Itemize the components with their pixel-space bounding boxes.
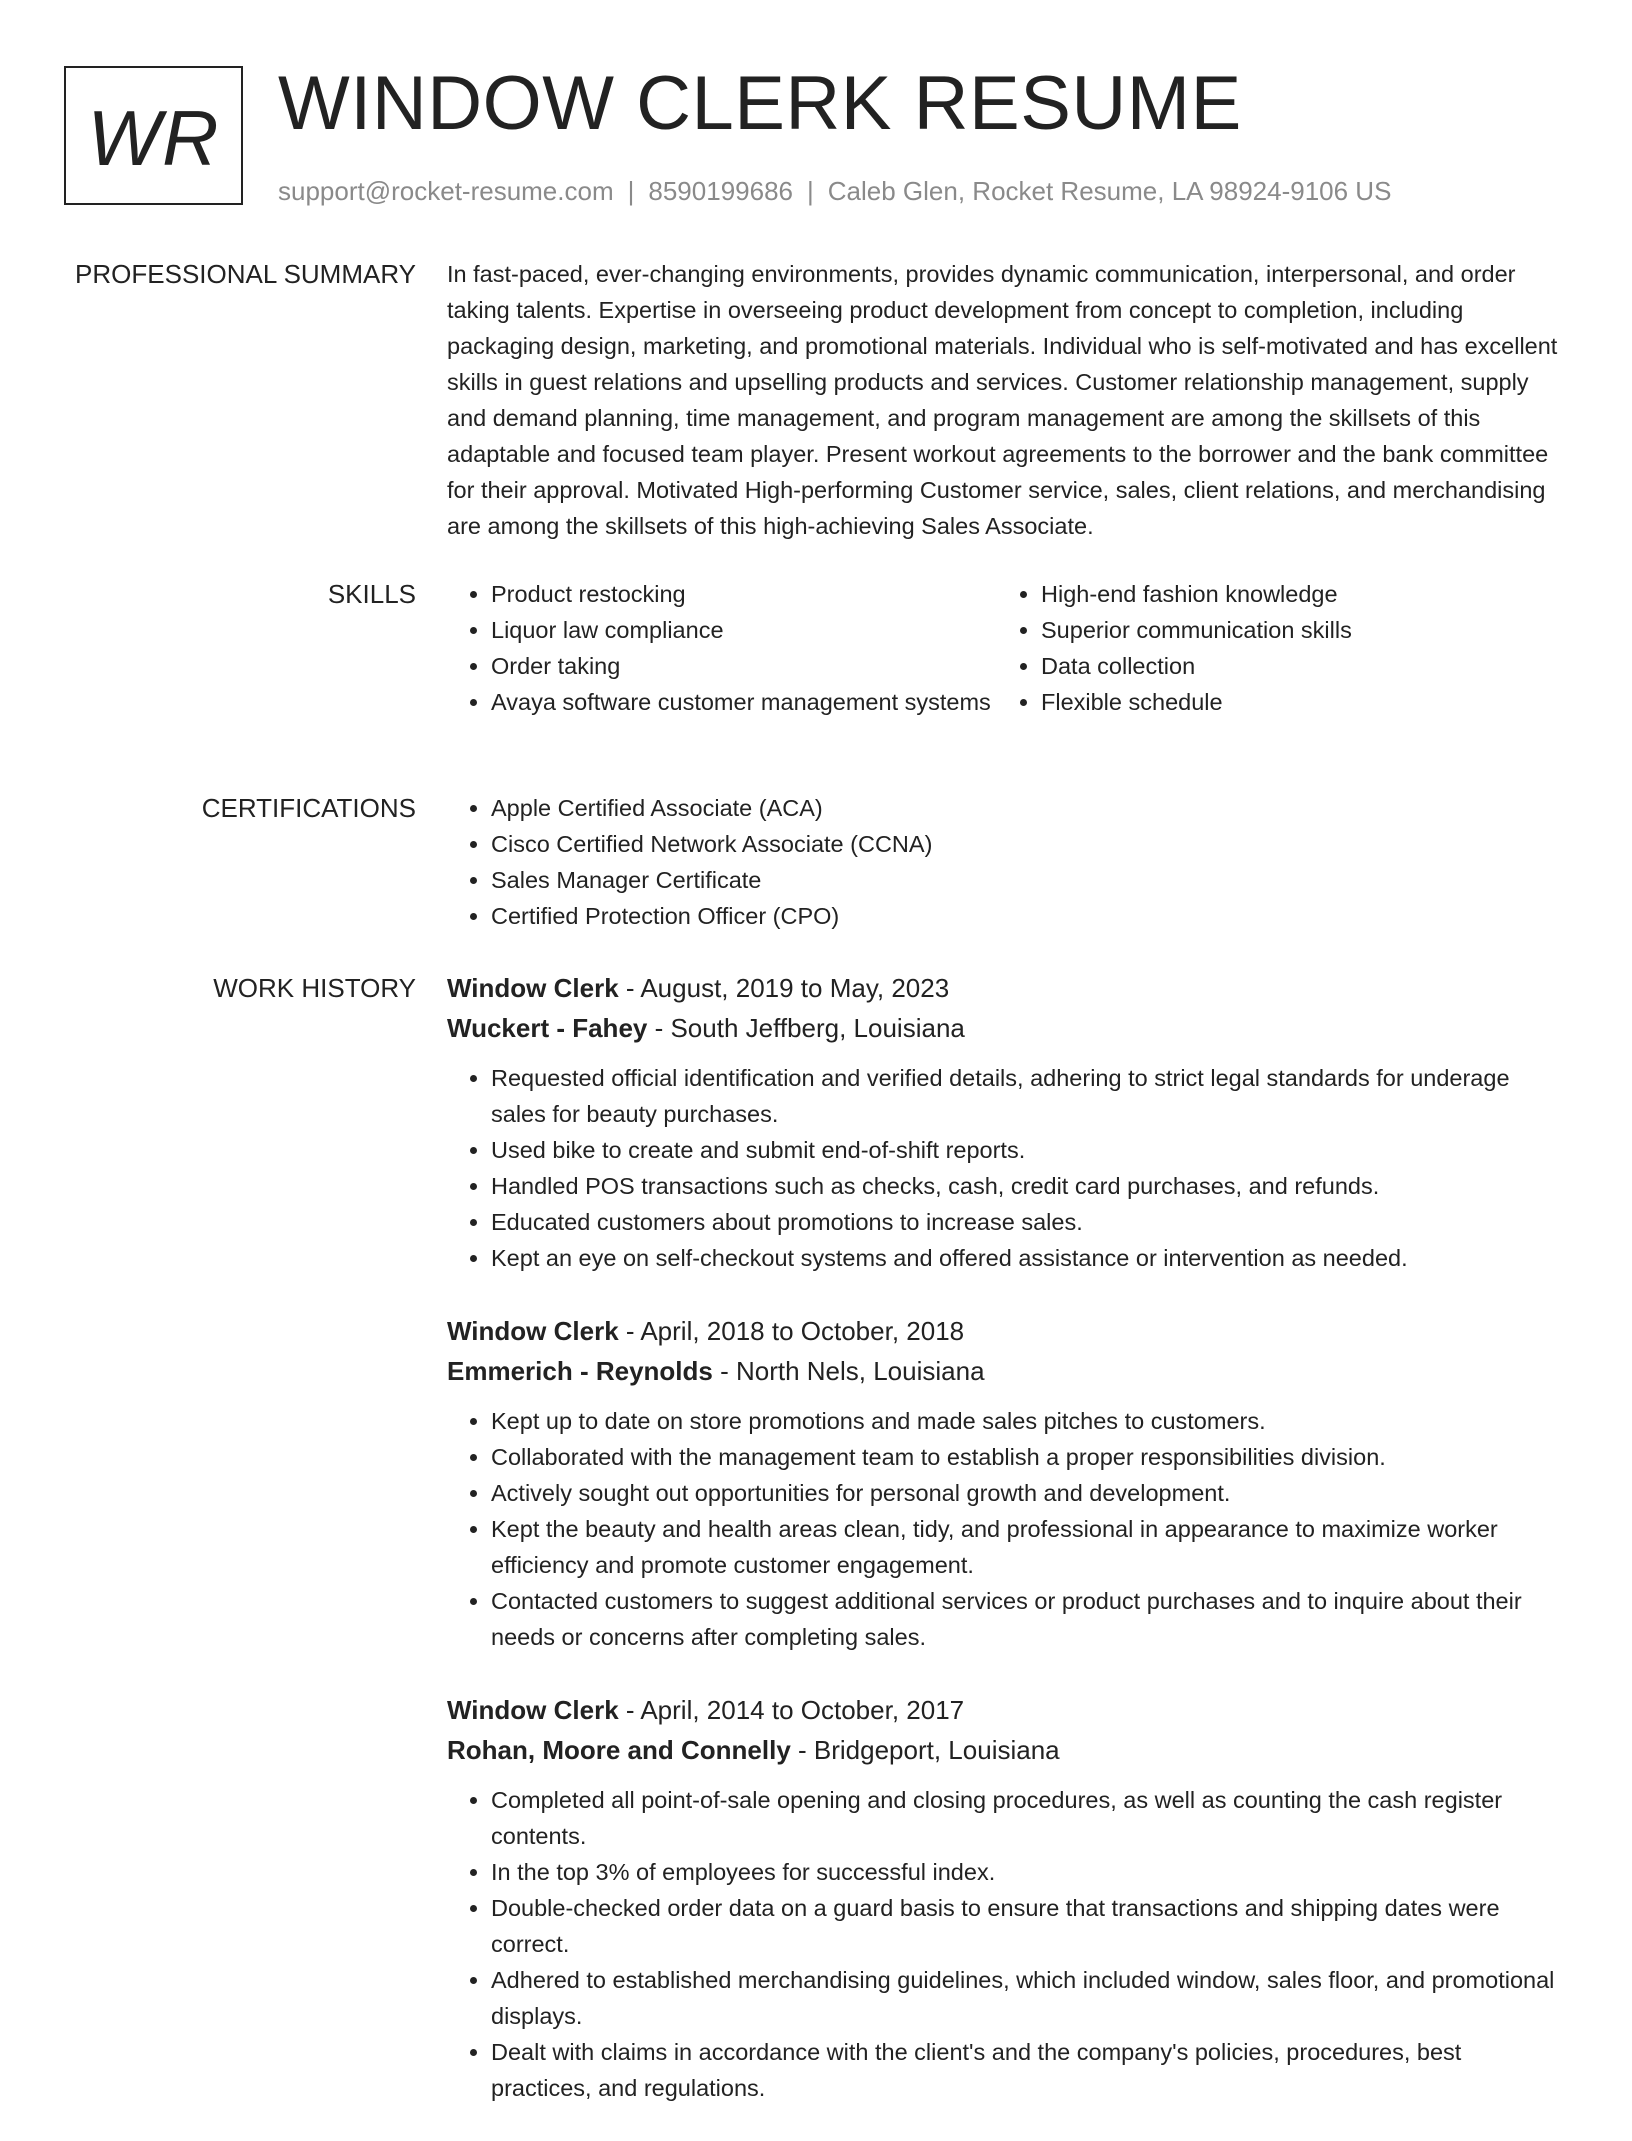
job-bullet: • Used bike to create and submit end-of-shift reports. [491,1132,1564,1168]
job-company: Rohan, Moore and Connelly [447,1735,791,1765]
job-dates: - August, 2019 to May, 2023 [618,973,950,1003]
job-bullets [447,1782,1564,2106]
job-location: - South Jeffberg, Louisiana [647,1013,965,1043]
job-entry [447,1690,1564,2106]
job-bullet: • In the top 3% of employees for successful index. [491,1854,1564,1890]
contact-separator: | [807,176,814,206]
job-bullet: • Handled POS transactions such as checks, cash, credit card purchases, and refunds. [491,1168,1564,1204]
certification-item: • Apple Certified Associate (ACA) [491,790,1564,826]
skills-list [997,576,1547,720]
job-title: Window Clerk [447,1316,619,1346]
certification-item: • Cisco Certified Network Associate (CCNA) [491,826,1564,862]
job-bullet: • Double-checked order data on a guard basis to ensure that transactions and shipping dates were correct. [491,1890,1564,1962]
skills-list [447,576,997,720]
skill-item: • Superior communication skills [1041,612,1547,648]
skills-body [447,576,1564,720]
contact-phone: 8590199686 [648,176,793,206]
certifications-heading: CERTIFICATIONS [201,793,416,823]
skill-item: • Flexible schedule [1041,684,1547,720]
skills-column-1 [447,576,997,720]
contact-line [278,176,1391,207]
job-title: Window Clerk [447,973,619,1003]
summary-heading: PROFESSIONAL SUMMARY [75,259,416,289]
summary-text: In fast-paced, ever-changing environments, provides dynamic communication, interpersonal, and order taking talents. Expertise in overseeing product development from concept to completion, including packaging design, marketing, and promotional materials. Individual who is self-motivated and has excellent skills in guest relations and upselling products and services. Customer relationship management, supply and demand planning, time management, and program management are among the skillsets of this adaptable and focused team player. Present workout agreements to the borrower and the bank committee for their approval. Motivated High-performing Customer service, sales, client relations, and merchandising are among the skillsets of this high-achieving Sales Associate. [447,261,1558,539]
resume-header [64,61,1564,216]
job-entry [447,968,1564,1276]
job-bullet: • Dealt with claims in accordance with the client's and the company's policies, procedures, best practices, and regulations. [491,2034,1564,2106]
job-company-line [447,1008,1564,1048]
skill-item: • Data collection [1041,648,1547,684]
skill-item: • Liquor law compliance [491,612,997,648]
contact-email: support@rocket-resume.com [278,176,614,206]
job-bullet: • Completed all point-of-sale opening and closing procedures, as well as counting the cash register contents. [491,1782,1564,1854]
certifications-list [447,790,1564,934]
job-bullets [447,1060,1564,1276]
job-bullet: • Requested official identification and verified details, adhering to strict legal standards for underage sales for beauty purchases. [491,1060,1564,1132]
work-history-body [447,968,1564,2141]
job-title: Window Clerk [447,1695,619,1725]
skills-columns [447,576,1564,720]
job-bullet: • Contacted customers to suggest additional services or product purchases and to inquire about their needs or concerns after completing sales. [491,1583,1564,1655]
resume-title: WINDOW CLERK RESUME [278,61,1242,146]
job-bullet: • Kept an eye on self-checkout systems and offered assistance or intervention as needed. [491,1240,1564,1276]
job-bullet: • Educated customers about promotions to increase sales. [491,1204,1564,1240]
work-history-heading: WORK HISTORY [213,973,416,1003]
job-bullets [447,1403,1564,1655]
skills-column-2 [997,576,1547,720]
contact-address: Caleb Glen, Rocket Resume, LA 98924-9106 US [827,176,1392,206]
certifications-body [447,790,1564,934]
monogram-initials: WR [87,93,220,182]
monogram-box [64,66,243,205]
job-location: - North Nels, Louisiana [712,1356,985,1386]
certification-item: • Sales Manager Certificate [491,862,1564,898]
job-dates: - April, 2014 to October, 2017 [618,1695,965,1725]
summary-body [447,256,1564,544]
skill-item: • High-end fashion knowledge [1041,576,1547,612]
job-title-line [447,968,1564,1008]
job-dates: - April, 2018 to October, 2018 [618,1316,965,1346]
job-company-line [447,1351,1564,1391]
skills-heading: SKILLS [327,579,416,609]
job-bullet: • Adhered to established merchandising guidelines, which included window, sales floor, and promotional displays. [491,1962,1564,2034]
skill-item: • Avaya software customer management systems [491,684,997,720]
job-title-line [447,1311,1564,1351]
certification-item: • Certified Protection Officer (CPO) [491,898,1564,934]
job-bullet: • Kept up to date on store promotions and made sales pitches to customers. [491,1403,1564,1439]
job-company-line [447,1730,1564,1770]
skill-item: • Order taking [491,648,997,684]
job-location: - Bridgeport, Louisiana [790,1735,1060,1765]
job-title-line [447,1690,1564,1730]
contact-separator: | [627,176,635,206]
job-bullet: • Kept the beauty and health areas clean, tidy, and professional in appearance to maximize worker efficiency and promote customer engagement. [491,1511,1564,1583]
job-entry [447,1311,1564,1655]
job-bullet: • Collaborated with the management team to establish a proper responsibilities division. [491,1439,1564,1475]
skill-item: • Product restocking [491,576,997,612]
job-company: Wuckert - Fahey [447,1013,648,1043]
job-bullet: • Actively sought out opportunities for personal growth and development. [491,1475,1564,1511]
job-company: Emmerich - Reynolds [447,1356,713,1386]
